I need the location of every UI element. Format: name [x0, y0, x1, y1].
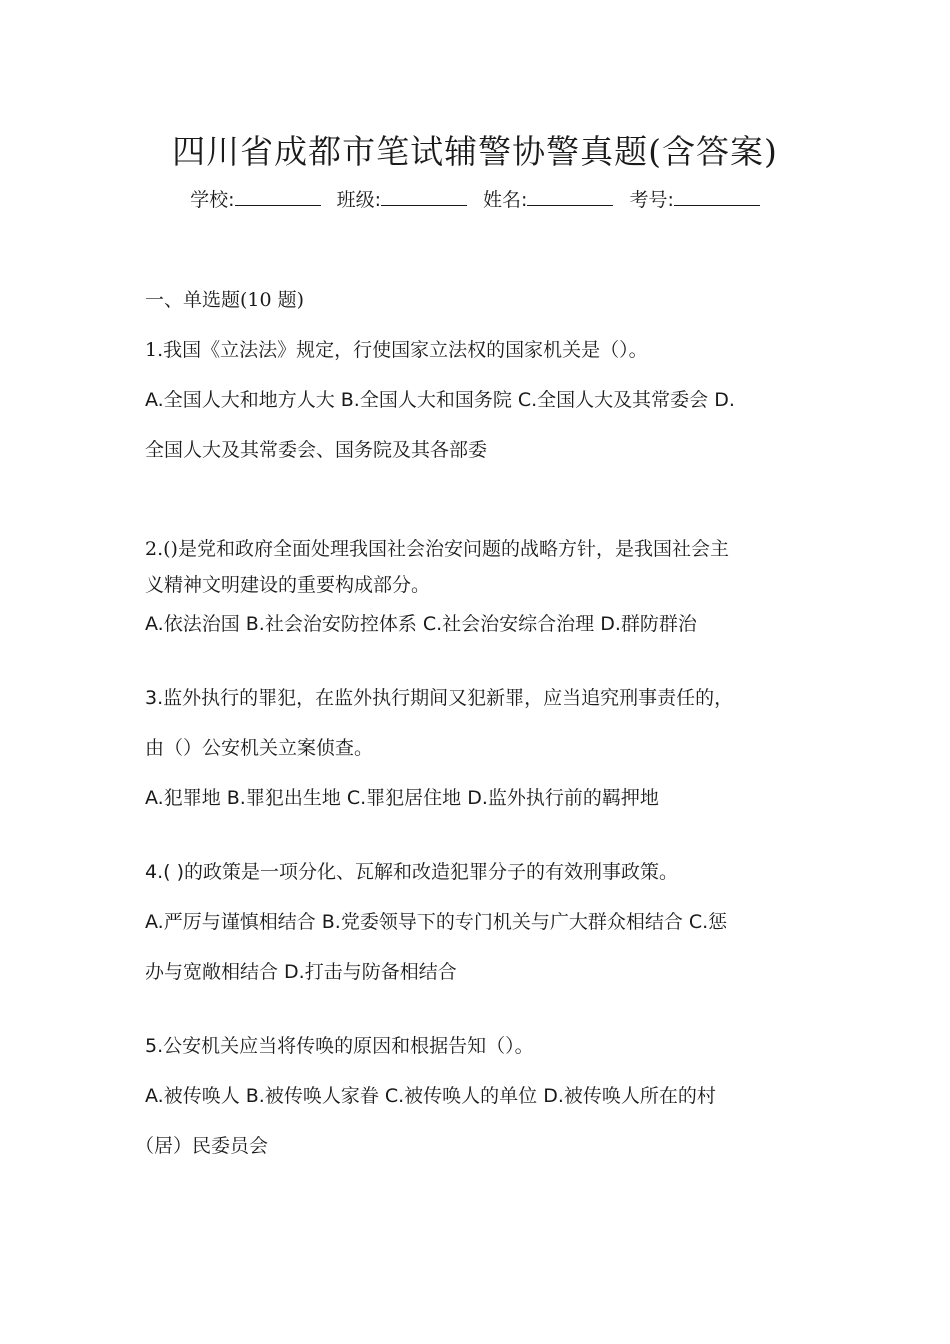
question-options: A.被传唤人 B.被传唤人家眷 C.被传唤人的单位 D.被传唤人所在的村	[145, 1085, 716, 1107]
page-title: 四川省成都市笔试辅警协警真题(含答案)	[172, 132, 778, 171]
question-options: 办与宽敞相结合 D.打击与防备相结合	[145, 961, 457, 983]
school-label: 学校:	[190, 189, 235, 211]
question-options: A.依法治国 B.社会治安防控体系 C.社会治安综合治理 D.群防群治	[145, 613, 697, 635]
question-options: A.犯罪地 B.罪犯出生地 C.罪犯居住地 D.监外执行前的羁押地	[145, 787, 659, 809]
question-options: 全国人大及其常委会、国务院及其各部委	[145, 439, 488, 461]
question-options: A.全国人大和地方人大 B.全国人大和国务院 C.全国人大及其常委会 D.	[145, 389, 735, 411]
question-stem: 义精神文明建设的重要构成部分。	[145, 574, 431, 596]
question-stem: 3.监外执行的罪犯，在监外执行期间又犯新罪，应当追究刑事责任的，	[145, 687, 734, 709]
question-1	[145, 325, 811, 475]
question-5	[135, 1021, 811, 1171]
question-stem: 5.公安机关应当将传唤的原因和根据告知（）。	[145, 1035, 534, 1057]
question-options: （居）民委员会	[135, 1135, 269, 1157]
name-blank	[527, 187, 613, 206]
question-stem: 4.( )的政策是一项分化、瓦解和改造犯罪分子的有效刑事政策。	[145, 861, 678, 883]
student-info-line	[0, 184, 950, 216]
class-field	[337, 189, 467, 211]
question-stem: 由（）公安机关立案侦查。	[145, 737, 374, 759]
question-stem: 1.我国《立法法》规定，行使国家立法权的国家机关是（）。	[145, 339, 648, 361]
question-2	[145, 531, 811, 649]
question-stem: 2.()是党和政府全面处理我国社会治安问题的战略方针，是我国社会主	[145, 538, 729, 560]
class-blank	[381, 187, 467, 206]
school-blank	[235, 187, 321, 206]
exam-no-blank	[674, 187, 760, 206]
exam-no-field	[629, 189, 759, 211]
exam-no-label: 考号:	[629, 189, 674, 211]
school-field	[190, 189, 320, 211]
name-field	[483, 189, 613, 211]
section-title: 一、单选题(10 题)	[145, 289, 305, 311]
name-label: 姓名:	[483, 189, 528, 211]
question-options: A.严厉与谨慎相结合 B.党委领导下的专门机关与广大群众相结合 C.惩	[145, 911, 728, 933]
question-3	[145, 673, 811, 823]
class-label: 班级:	[336, 189, 381, 211]
question-4	[145, 847, 811, 997]
